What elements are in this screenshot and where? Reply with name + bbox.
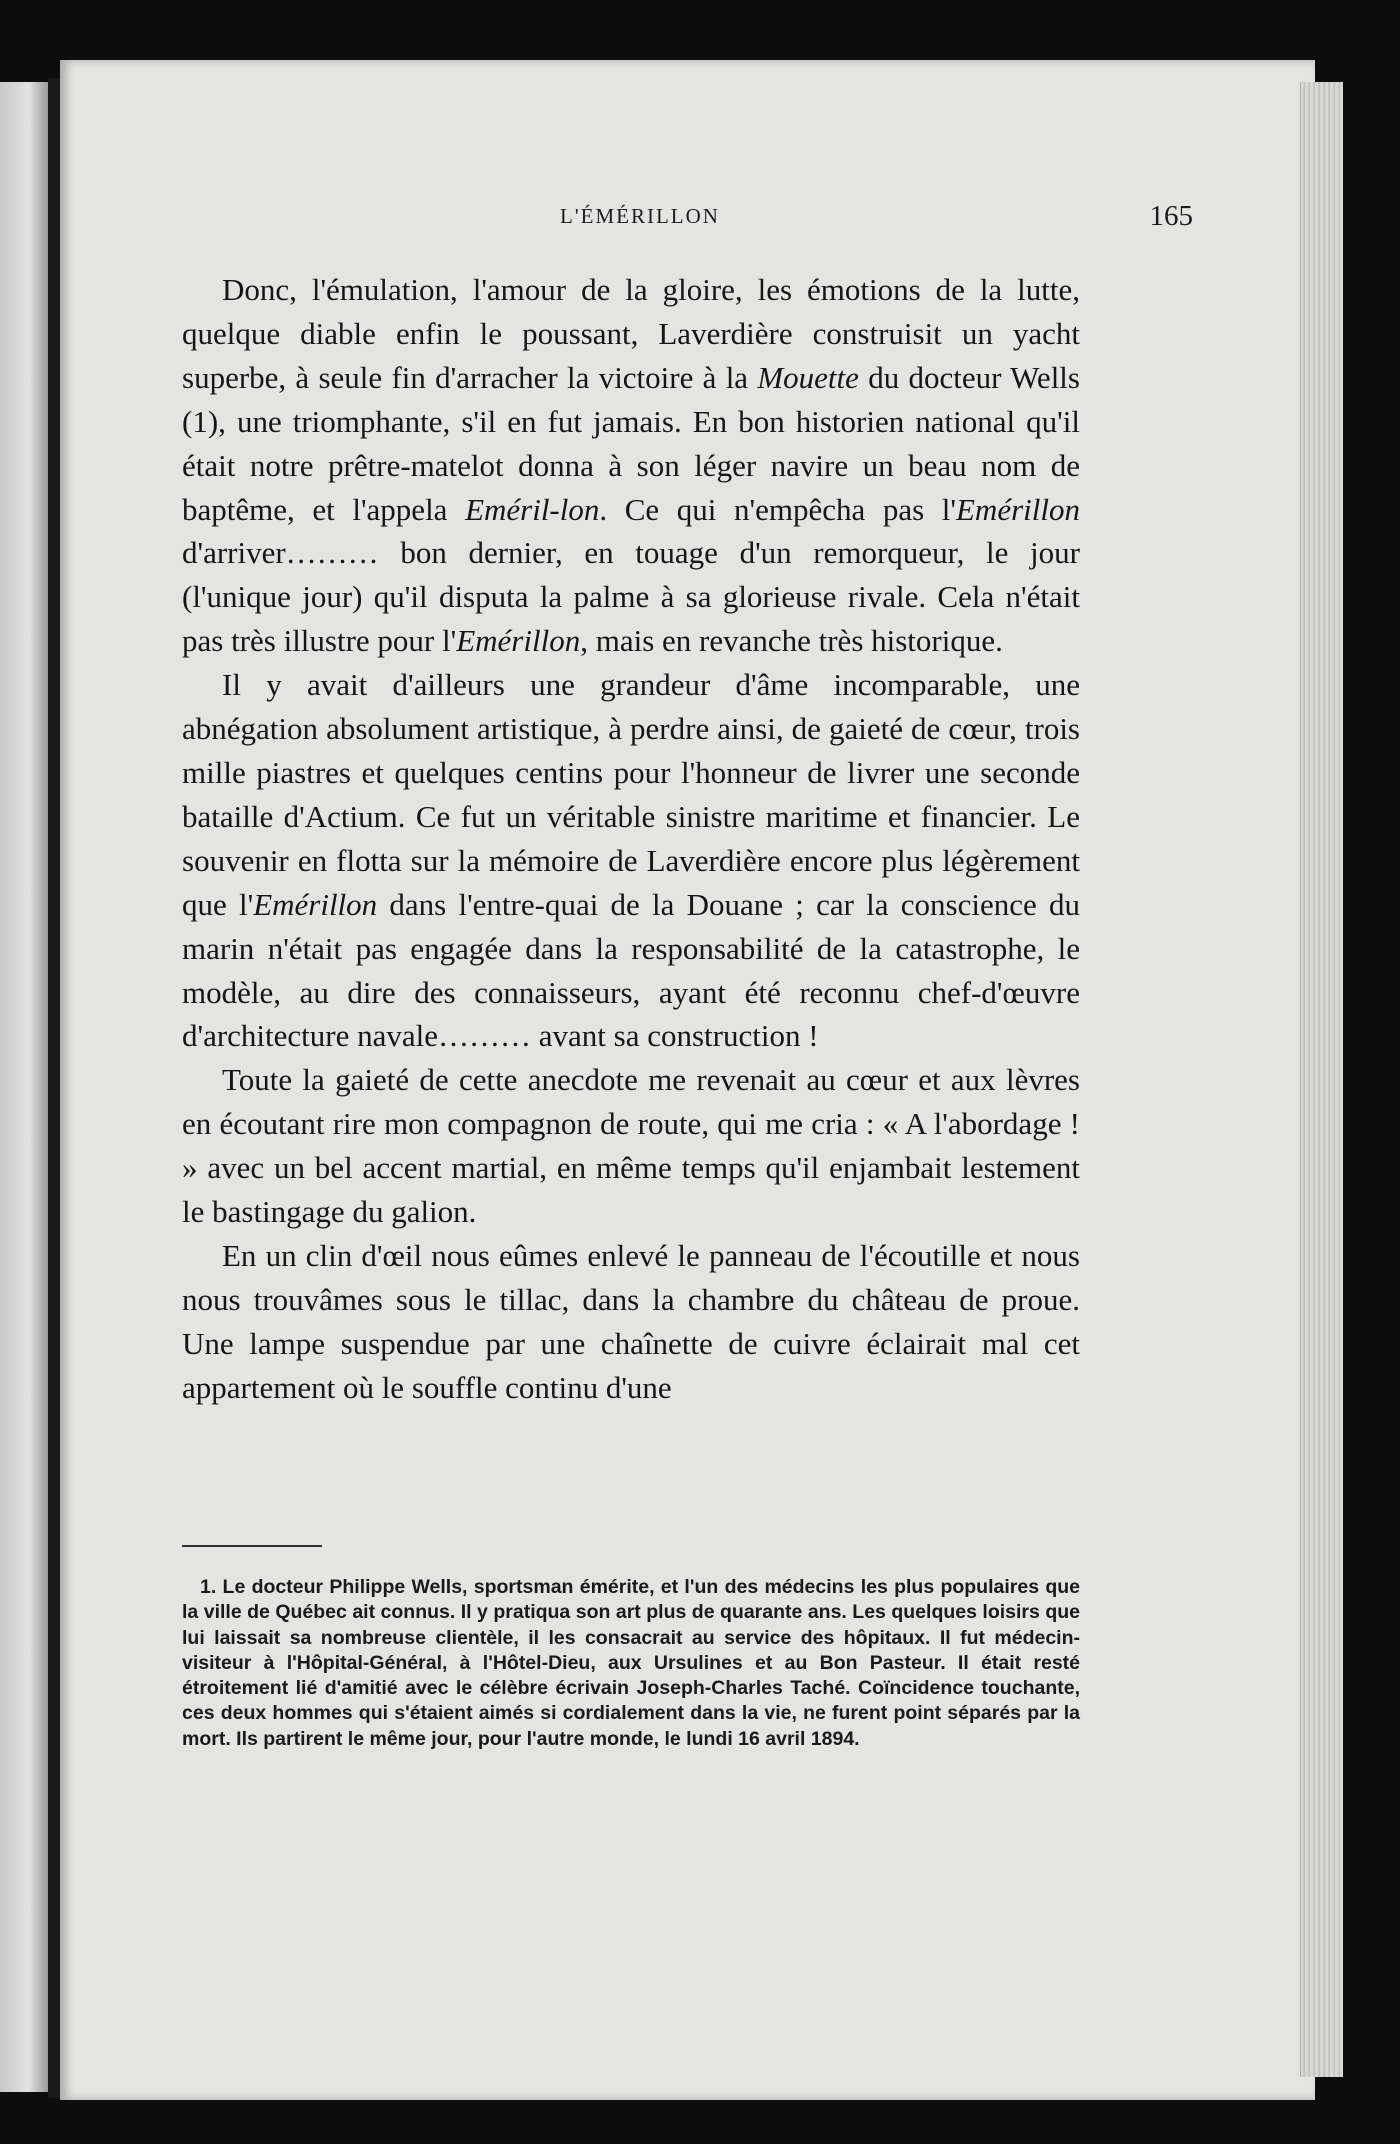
running-head — [90, 200, 1195, 240]
italic-name: Emérillon — [956, 491, 1080, 527]
footnote — [182, 1575, 1080, 1752]
text-run: d'arriver……… bon dernier, en touage d'un remorqueur, le jour (l'unique jour) qu'il disputa la palme à sa glorieuse rivale. Cela n'était pas très illustre pour l' — [182, 535, 1080, 659]
text-run: Donc, l'émulation, l'amour de la gloire, les émotions de la lutte, quelque diable enfin le poussant, Laverdière construisit un yacht superbe, à seule fin d'arracher la victoire à la — [182, 272, 1080, 395]
paragraph: En un clin d'œil nous eûmes enlevé le panneau de l'écoutille et nous nous trouvâmes sous le tillac, dans la chambre du château de proue. Une lampe suspendue par une chaînette de cuivre éclairait mal cet appartement où le souffle continu d'une — [182, 1237, 1080, 1405]
italic-name: Eméril-lon — [465, 491, 600, 527]
italic-name: Mouette — [757, 359, 859, 395]
text-run: du docteur Wells — [858, 359, 1080, 395]
page-stack-edges — [1300, 82, 1343, 2077]
main-text — [182, 268, 1080, 1410]
italic-name: Emérillon — [253, 886, 378, 922]
book-gutter — [48, 78, 60, 2098]
text-run: Il y avait d'ailleurs une grandeur d'âme incomparable, une abnégation absolument artistique, à perdre ainsi, de gaieté de cœur, trois mille piastres et quelques centins pour l'honneur de livrer une seconde bataille d'Actium. Ce fut un véritable sinistre maritime et financier. Le souvenir en flotta sur la mémoire de Laverdière encore plus légèrement que l' — [182, 667, 1080, 922]
text-run: dans l'entre-quai de la Douane ; car la conscience du marin n'était pas engagée dans la responsabilité de la catastrophe, le modèle, au dire des connaisseurs, ayant été reconnu chef-d'œuvre d'architecture navale……… avant sa construction ! — [182, 886, 1080, 1054]
text-run: , une triomphante, s'il en fut jamais. En bon historien national qu'il était notre prêtre-matelot donna à son léger navire un beau nom de baptême, et l'appela — [182, 403, 1080, 527]
footnote-text: 1. Le docteur Philippe Wells, sportsman émérite, et l'un des médecins les plus populaires que la ville de Québec ait connus. Il y pratiqua son art plus de quarante ans. Les quelques loisirs que lui laissait sa nombreuse clientèle, il les consacrait au service des hôpitaux. Il fut médecin-visiteur à l'Hôpital-Général, à l'Hôtel-Dieu, aux Ursulines et au Bon Pasteur. Il était resté étroitement lié d'amitié avec le célèbre écrivain Joseph-Charles Taché. Coïncidence touchante, ces deux hommes qui s'étaient aimés si cordialement dans la vie, ne furent point séparés par la mort. Ils partirent le même jour, pour l'autre monde, le lundi 16 avril 1894. — [182, 1576, 1080, 1750]
running-title: L'ÉMÉRILLON — [560, 204, 720, 228]
page-number: 165 — [1149, 200, 1193, 232]
italic-name: Emérillon — [456, 623, 581, 659]
footnote-reference: (1) — [182, 403, 219, 439]
paragraph: Toute la gaieté de cette anecdote me revenait au cœur et aux lèvres en écoutant rire mon compagnon de route, qui me cria : « A l'abordage ! » avec un bel accent martial, en même temps qu'il enjambait lestement le bastingage du galion. — [182, 1062, 1080, 1230]
footnote-rule — [182, 1545, 322, 1547]
text-run: , mais en revanche très historique. — [580, 623, 1003, 659]
paragraph — [182, 268, 1080, 663]
facing-page-edge — [0, 82, 48, 2092]
text-run: . Ce qui n'empêcha pas l' — [599, 491, 956, 527]
paragraph — [182, 663, 1080, 1058]
